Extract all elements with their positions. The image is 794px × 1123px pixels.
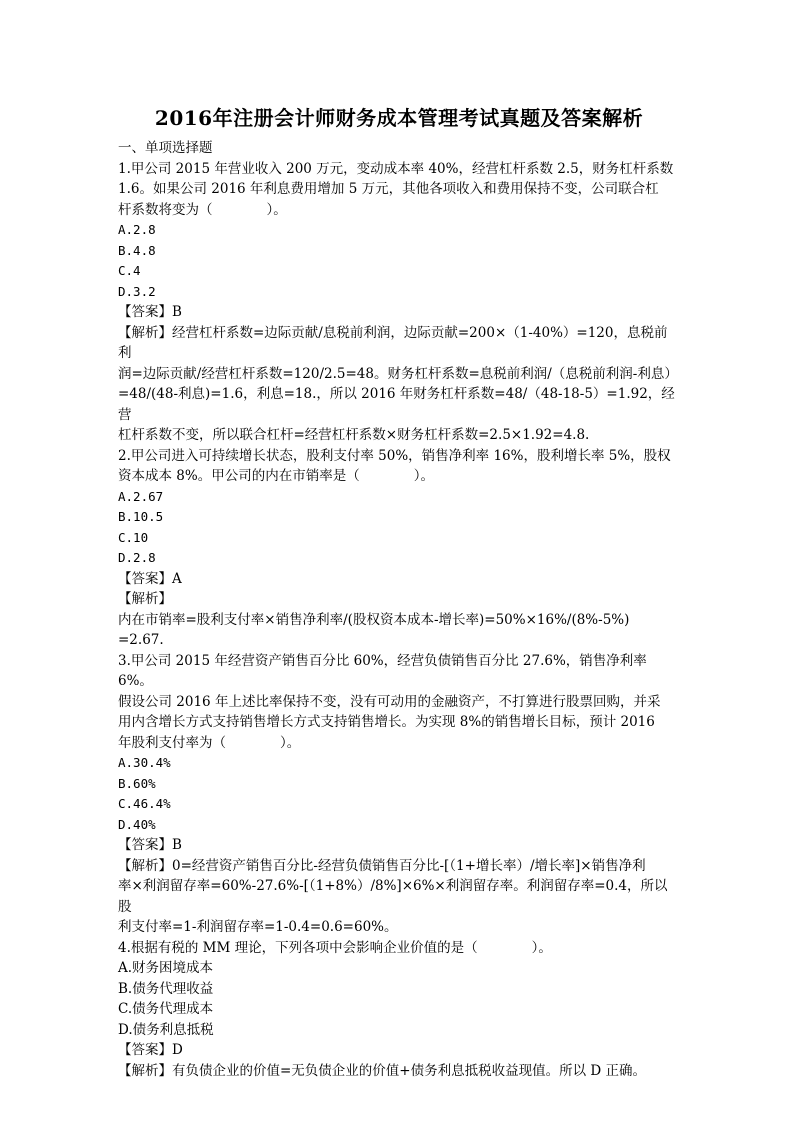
- analysis-line: 率×利润留存率=60%-27.6%-[（1+8%）/8%]×6%×利润留存率。利润留存率=0.4，所以股: [118, 878, 668, 915]
- analysis-line: 【解析】0=经营资产销售百分比-经营负债销售百分比-[（1+增长率）/增长率]×销售净利: [118, 857, 646, 874]
- analysis-line: 杠杆系数不变，所以联合杠杆=经营杠杆系数×财务杠杆系数=2.5×1.92=4.8.: [118, 427, 590, 443]
- analysis-line: 【解析】经营杠杆系数=边际贡献/息税前利润，边际贡献=200×（1-40%）=120，息税前利: [118, 324, 668, 361]
- option-a: A.30.4%: [118, 755, 171, 770]
- analysis-line: 润=边际贡献/经营杠杆系数=120/2.5=48。财务杠杆系数=息税前利润/（息税前利润-利息）: [118, 365, 678, 382]
- answer-line: 【答案】A: [118, 570, 182, 587]
- question-stem-line: 2.甲公司进入可持续增长状态，股利支付率 50%，销售净利率 16%，股利增长率 5%，股权: [118, 447, 671, 464]
- option-d: D.2.8: [118, 550, 156, 565]
- question-stem-line: 假设公司 2016 年上述比率保持不变，没有可动用的金融资产，不打算进行股票回购，并采: [118, 693, 661, 710]
- analysis-line: 【解析】: [118, 591, 172, 607]
- option-a: A.财务困境成本: [118, 960, 214, 976]
- question-stem-line: 4.根据有税的 MM 理论，下列各项中会影响企业价值的是（ ）。: [118, 939, 552, 956]
- option-c: C.46.4%: [118, 796, 171, 811]
- document-page: [118, 104, 680, 1081]
- analysis-line: =48/(48-利息)=1.6，利息=18.，所以 2016 年财务杠杆系数=48/（48-18-5）=1.92，经营: [118, 386, 675, 423]
- question-stem-line: 1.甲公司 2015 年营业收入 200 万元，变动成本率 40%，经营杠杆系数 2.5，财务杠杆系数: [118, 160, 674, 177]
- question-3: [118, 651, 680, 938]
- question-stem-line: 资本成本 8%。甲公司的内在市销率是（ ）。: [118, 468, 434, 484]
- option-d: D.债务利息抵税: [118, 1021, 214, 1038]
- option-c: C.债务代理成本: [118, 1001, 214, 1017]
- option-d: D.40%: [118, 816, 156, 832]
- question-4: [118, 938, 680, 1082]
- document-title: 2016年注册会计师财务成本管理考试真题及答案解析: [154, 106, 644, 130]
- answer-line: 【答案】D: [118, 1042, 183, 1058]
- option-b: B.债务代理收益: [118, 980, 214, 997]
- question-stem-line: 3.甲公司 2015 年经营资产销售百分比 60%，经营负债销售百分比 27.6%，销售净利率 6%。: [118, 652, 652, 689]
- question-stem-line: 1.6。如果公司 2016 年利息费用增加 5 万元，其他各项收入和费用保持不变，公司联合杠: [118, 181, 659, 197]
- section-heading: 一、单项选择题: [118, 140, 213, 156]
- option-a: A.2.67: [118, 488, 164, 504]
- question-stem-line: 年股利支付率为（ ）。: [118, 734, 301, 751]
- option-a: A.2.8: [118, 222, 156, 237]
- question-stem-line: 用内含增长方式支持销售增长方式支持销售增长。为实现 8%的销售增长目标，预计 2016: [118, 714, 655, 730]
- question-2: [118, 446, 680, 651]
- option-b: B.10.5: [118, 509, 164, 524]
- question-stem-line: 杆系数将变为（ ）。: [118, 201, 287, 218]
- analysis-line: =2.67.: [118, 632, 164, 648]
- question-1: [118, 159, 680, 446]
- analysis-line: 【解析】有负债企业的价值=无负债企业的价值+债务利息抵税收益现值。所以 D 正确。: [118, 1062, 647, 1079]
- option-c: C.4: [118, 263, 141, 278]
- answer-line: 【答案】B: [118, 304, 182, 320]
- analysis-line: 内在市销率=股利支付率×销售净利率/(股权资本成本-增长率)=50%×16%/(8%-5%): [118, 611, 630, 628]
- option-b: B.4.8: [118, 242, 156, 258]
- option-c: C.10: [118, 529, 149, 545]
- option-b: B.60%: [118, 775, 156, 791]
- analysis-line: 利支付率=1-利润留存率=1-0.4=0.6=60%。: [118, 919, 398, 935]
- answer-line: 【答案】B: [118, 837, 182, 853]
- option-d: D.3.2: [118, 283, 156, 299]
